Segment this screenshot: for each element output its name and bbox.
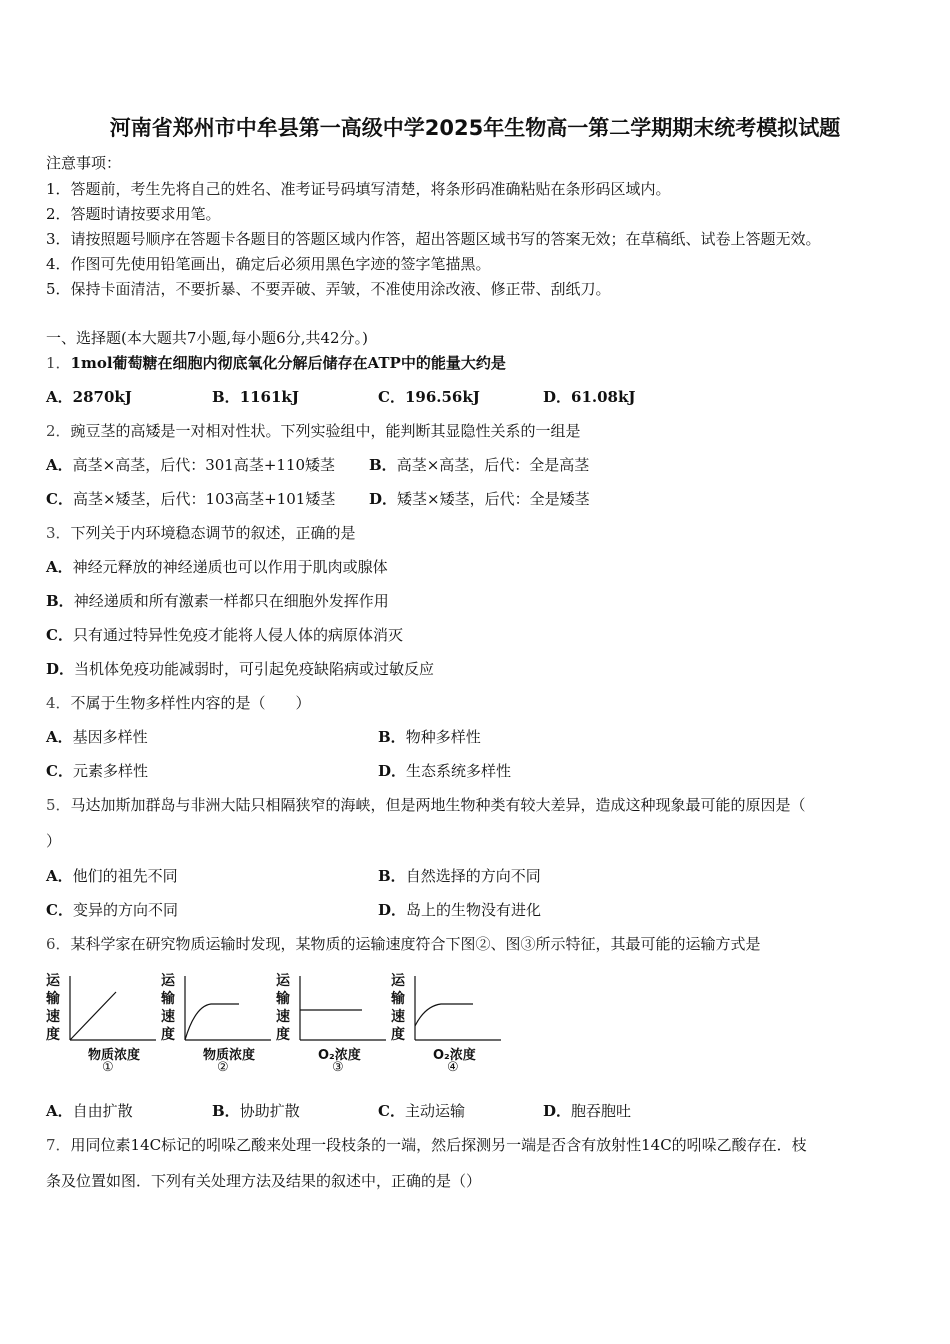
option-c: C．主动运输 [378, 1102, 465, 1120]
question-1 [46, 352, 506, 373]
option-a: A．2870kJ [46, 388, 132, 406]
graph-3 [274, 966, 389, 1078]
graph-2-plot [159, 966, 274, 1046]
question-text: 某科学家在研究物质运输时发现，某物质的运输速度符合下图②、图③所示特征，其最可能的运输方式是 [70, 935, 761, 953]
option-c: C．196.56kJ [378, 388, 480, 406]
question-2 [46, 420, 581, 441]
question-7-cont: 条及位置如图．下列有关处理方法及结果的叙述中，正确的是（） [46, 1172, 482, 1190]
question-number: 4． [46, 694, 71, 712]
x-axis-label: 物质浓度 [203, 1048, 256, 1063]
question-4 [46, 692, 311, 713]
option-c: C．高茎×矮茎，后代：103高茎+101矮茎 [46, 490, 336, 508]
question-5-cont: ） [46, 832, 62, 850]
notice-heading: 注意事项： [46, 154, 122, 172]
y-axis-label: 运输速度 [46, 973, 60, 1043]
graph-number: ② [217, 1060, 229, 1075]
question-number: 5． [46, 796, 71, 814]
option-c: C．只有通过特异性免疫才能将人侵人体的病原体消灭 [46, 626, 403, 644]
transport-graphs [44, 966, 514, 1078]
question-7 [46, 1134, 807, 1155]
question-text: 马达加斯加群岛与非洲大陆只相隔狭窄的海峡，但是两地生物种类有较大差异，造成这种现象最可能的原因是（ [70, 796, 806, 814]
graph-2 [159, 966, 274, 1078]
option-b: B．物种多样性 [378, 728, 481, 746]
x-axis-label: 物质浓度 [88, 1048, 141, 1063]
option-a: A．高茎×高茎，后代：301高茎+110矮茎 [46, 456, 336, 474]
graph-number: ③ [332, 1060, 344, 1075]
question-text: 下列关于内环境稳态调节的叙述，正确的是 [70, 524, 356, 542]
option-d: D．61.08kJ [543, 388, 636, 406]
graph-1 [44, 966, 159, 1078]
notice-item: 4．作图可先使用铅笔画出，确定后必须用黑色字迹的签字笔描黑。 [46, 255, 491, 273]
question-5 [46, 794, 806, 815]
notice-item: 5．保持卡面清洁，不要折暴、不要弄破、弄皱，不准使用涂改液、修正带、刮纸刀。 [46, 280, 611, 298]
question-number: 7． [46, 1136, 71, 1154]
question-number: 6． [46, 935, 71, 953]
y-axis-label: 运输速度 [391, 973, 405, 1043]
option-d: D．矮茎×矮茎，后代：全是矮茎 [369, 490, 590, 508]
option-a: A．基因多样性 [46, 728, 148, 746]
option-b: B．神经递质和所有激素一样都只在细胞外发挥作用 [46, 592, 389, 610]
option-b: B．自然选择的方向不同 [378, 867, 541, 885]
question-text: 豌豆茎的高矮是一对相对性状。下列实验组中，能判断其显隐性关系的一组是 [70, 422, 581, 440]
option-b: B．协助扩散 [212, 1102, 300, 1120]
notice-item: 2．答题时请按要求用笔。 [46, 205, 221, 223]
option-b: B．高茎×高茎，后代：全是高茎 [369, 456, 590, 474]
option-d: D．岛上的生物没有进化 [378, 901, 542, 919]
question-number: 3． [46, 524, 71, 542]
curve-saturation [415, 1004, 473, 1026]
option-d: D．当机体免疫功能减弱时，可引起免疫缺陷病或过敏反应 [46, 660, 435, 678]
graph-4 [389, 966, 504, 1078]
question-number: 1． [46, 354, 71, 372]
x-axis-label: O₂浓度 [433, 1048, 476, 1063]
question-text: 用同位素14C标记的吲哚乙酸来处理一段枝条的一端，然后探测另一端是否含有放射性14C的吲哚乙酸存在．枝 [70, 1136, 807, 1154]
question-3 [46, 522, 356, 543]
option-a: A．他们的祖先不同 [46, 867, 178, 885]
option-d: D．生态系统多样性 [378, 762, 512, 780]
graph-1-plot [44, 966, 159, 1046]
option-a: A．自由扩散 [46, 1102, 133, 1120]
section-heading: 一、选择题(本大题共7小题,每小题6分,共42分。) [46, 329, 368, 347]
y-axis-label: 运输速度 [161, 973, 175, 1043]
option-c: C．元素多样性 [46, 762, 148, 780]
question-text: 不属于生物多样性内容的是（ ） [70, 694, 311, 712]
notice-item: 3．请按照题号顺序在答题卡各题目的答题区域内作答，超出答题区域书写的答案无效；在草稿纸、试卷上答题无效。 [46, 230, 821, 248]
graph-3-plot [274, 966, 389, 1046]
question-number: 2． [46, 422, 71, 440]
question-6 [46, 933, 761, 954]
question-text: 1mol葡萄糖在细胞内彻底氧化分解后储存在ATP中的能量大约是 [70, 354, 506, 372]
curve-saturation [185, 1004, 239, 1040]
y-axis-label: 运输速度 [276, 973, 290, 1043]
option-b: B．1161kJ [212, 388, 299, 406]
x-axis-label: O₂浓度 [318, 1048, 361, 1063]
graph-number: ④ [447, 1060, 459, 1075]
graph-number: ① [102, 1060, 114, 1075]
page-title: 河南省郑州市中牟县第一高级中学2025年生物高一第二学期期末统考模拟试题 [109, 116, 841, 140]
option-c: C．变异的方向不同 [46, 901, 178, 919]
option-a: A．神经元释放的神经递质也可以作用于肌肉或腺体 [46, 558, 388, 576]
curve-linear [70, 992, 116, 1040]
option-d: D．胞吞胞吐 [543, 1102, 632, 1120]
notice-item: 1．答题前，考生先将自己的姓名、准考证号码填写清楚，将条形码准确粘贴在条形码区域内。 [46, 180, 671, 198]
graph-4-plot [389, 966, 504, 1046]
